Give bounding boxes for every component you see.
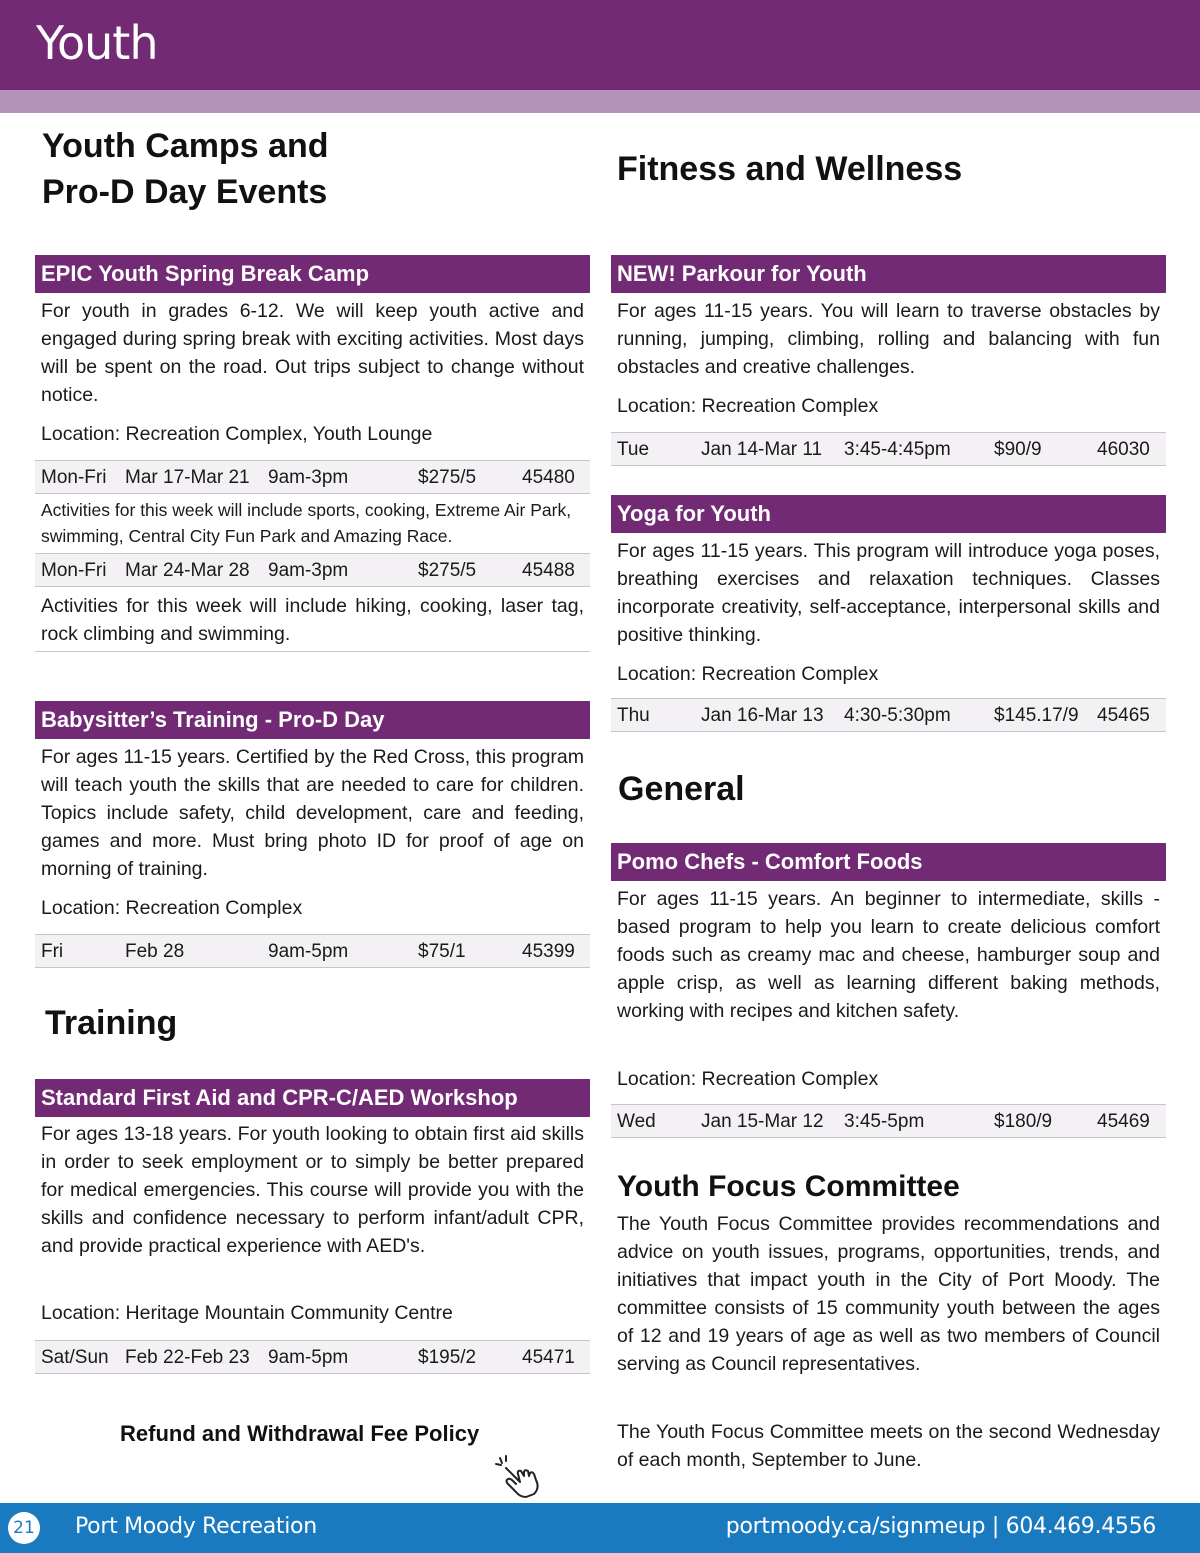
schedule-barcode: 46030: [1097, 439, 1150, 460]
footer-org-name: Port Moody Recreation: [75, 1514, 317, 1539]
program-location-firstaid: Location: Heritage Mountain Community Centre: [41, 1302, 453, 1324]
schedule-barcode: 45480: [522, 467, 575, 488]
page-title: Youth: [36, 16, 158, 70]
program-description-firstaid: For ages 13-18 years. For youth looking to obtain first aid skills in order to seek employment or to simply be better prepared for medical emergencies. This course will provide you with the skills and confidence necessary to perform infant/adult CPR, and provide practical experience with AED's.: [41, 1123, 584, 1257]
schedule-fee: $90/9: [994, 439, 1042, 460]
schedule-dates: Feb 28: [125, 941, 185, 962]
schedule-day: Mon-Fri: [41, 560, 107, 581]
header-strip: [0, 90, 1200, 113]
section-heading-general: General: [618, 770, 745, 808]
program-title-babysitter: Babysitter’s Training - Pro-D Day: [35, 701, 590, 739]
schedule-dates: Jan 15-Mar 12: [701, 1111, 824, 1132]
schedule-time: 9am-3pm: [268, 467, 349, 488]
refund-policy-link[interactable]: Refund and Withdrawal Fee Policy: [120, 1421, 480, 1446]
schedule-row-firstaid: [35, 1340, 590, 1374]
section-heading-training: Training: [45, 1004, 178, 1042]
schedule-row-pomo: [611, 1104, 1166, 1138]
divider: [35, 651, 590, 652]
schedule-time: 4:30-5:30pm: [844, 705, 951, 726]
page-header: [0, 0, 1200, 90]
schedule-day: Sat/Sun: [41, 1347, 109, 1368]
program-note-epic-1: Activities for this week will include sports, cooking, Extreme Air Park, swimming, Central City Fun Park and Amazing Race.: [41, 500, 572, 546]
program-description-parkour: For ages 11-15 years. You will learn to traverse obstacles by running, jumping, climbing, rolling and balancing with fun obstacles and creative challenges.: [617, 300, 1160, 378]
schedule-fee: $180/9: [994, 1111, 1053, 1132]
schedule-row-babysitter: [35, 934, 590, 968]
program-title-yoga: Yoga for Youth: [611, 495, 1166, 533]
schedule-row-epic-2: [35, 553, 590, 587]
schedule-dates: Jan 16-Mar 13: [701, 705, 824, 726]
pointing-hand-icon[interactable]: [494, 1454, 544, 1498]
schedule-day: Fri: [41, 941, 64, 962]
schedule-time: 3:45-4:45pm: [844, 439, 951, 460]
schedule-fee: $275/5: [418, 467, 477, 488]
program-description-yoga: For ages 11-15 years. This program will introduce yoga poses, breathing exercises and relaxation techniques. Classes incorporate creativity, self-acceptance, interpersonal skills and positive thinking.: [617, 540, 1160, 646]
schedule-dates: Mar 17-Mar 21: [125, 467, 250, 488]
program-description-pomo: For ages 11-15 years. An beginner to intermediate, skills -based program to help you learn to create delicious comfort foods such as creamy mac and cheese, hamburger soup and apple crisp, as well as learning different baking methods, working with recipes and kitchen safety.: [617, 888, 1160, 1022]
program-description-epic: For youth in grades 6-12. We will keep youth active and engaged during spring break with exciting activities. Most days will be spent on the road. Out trips subject to change without notice.: [41, 300, 584, 406]
schedule-dates: Mar 24-Mar 28: [125, 560, 250, 581]
program-location-parkour: Location: Recreation Complex: [617, 395, 879, 417]
schedule-row-yoga: [611, 698, 1166, 732]
schedule-barcode: 45471: [522, 1347, 575, 1368]
program-location-pomo: Location: Recreation Complex: [617, 1068, 879, 1090]
program-title-firstaid: Standard First Aid and CPR-C/AED Workshop: [35, 1079, 590, 1117]
footer-contact[interactable]: portmoody.ca/signmeup | 604.469.4556: [725, 1514, 1156, 1539]
schedule-day: Mon-Fri: [41, 467, 107, 488]
program-location-yoga: Location: Recreation Complex: [617, 663, 879, 685]
program-title-epic: EPIC Youth Spring Break Camp: [35, 255, 590, 293]
schedule-dates: Jan 14-Mar 11: [701, 439, 823, 460]
committee-paragraph-2: The Youth Focus Committee meets on the second Wednesday of each month, September to June.: [617, 1421, 1160, 1471]
schedule-fee: $275/5: [418, 560, 477, 581]
schedule-time: 3:45-5pm: [844, 1111, 925, 1132]
schedule-day: Tue: [617, 439, 650, 460]
section-heading-committee: Youth Focus Committee: [617, 1170, 960, 1203]
schedule-day: Wed: [617, 1111, 656, 1132]
schedule-row-epic-1: [35, 460, 590, 494]
schedule-fee: $75/1: [418, 941, 466, 962]
schedule-barcode: 45465: [1097, 705, 1150, 726]
schedule-barcode: 45488: [522, 560, 575, 581]
schedule-fee: $195/2: [418, 1347, 477, 1368]
section-heading-fitness: Fitness and Wellness: [617, 150, 963, 188]
section-heading-line: Youth Camps and: [42, 127, 329, 165]
schedule-time: 9am-5pm: [268, 1347, 349, 1368]
program-description-babysitter: For ages 11-15 years. Certified by the Red Cross, this program will teach youth the skills that are needed to care for children. Topics include safety, child development, care and feeding, games and more. Must bring photo ID for proof of age on morning of training.: [41, 746, 584, 880]
schedule-time: 9am-5pm: [268, 941, 349, 962]
schedule-time: 9am-3pm: [268, 560, 349, 581]
section-heading-camps: [42, 123, 329, 215]
program-location-babysitter: Location: Recreation Complex: [41, 897, 303, 919]
committee-paragraph-1: The Youth Focus Committee provides recommendations and advice on youth issues, programs, opportunities, trends, and initiatives that impact youth in the City of Port Moody. The committee consists of 15 community youth between the ages of 12 and 19 years of age as well as two members of Council serving as Council representatives.: [617, 1213, 1160, 1375]
page-number: 21: [8, 1512, 40, 1544]
schedule-row-parkour: [611, 432, 1166, 466]
program-location-epic: Location: Recreation Complex, Youth Lounge: [41, 423, 433, 445]
program-title-parkour: NEW! Parkour for Youth: [611, 255, 1166, 293]
schedule-barcode: 45469: [1097, 1111, 1150, 1132]
schedule-day: Thu: [617, 705, 650, 726]
program-title-pomo: Pomo Chefs - Comfort Foods: [611, 843, 1166, 881]
section-heading-line: Pro-D Day Events: [42, 173, 328, 211]
schedule-barcode: 45399: [522, 941, 575, 962]
program-note-epic-2: Activities for this week will include hiking, cooking, laser tag, rock climbing and swimming.: [41, 595, 584, 645]
schedule-dates: Feb 22-Feb 23: [125, 1347, 250, 1368]
schedule-fee: $145.17/9: [994, 705, 1079, 726]
